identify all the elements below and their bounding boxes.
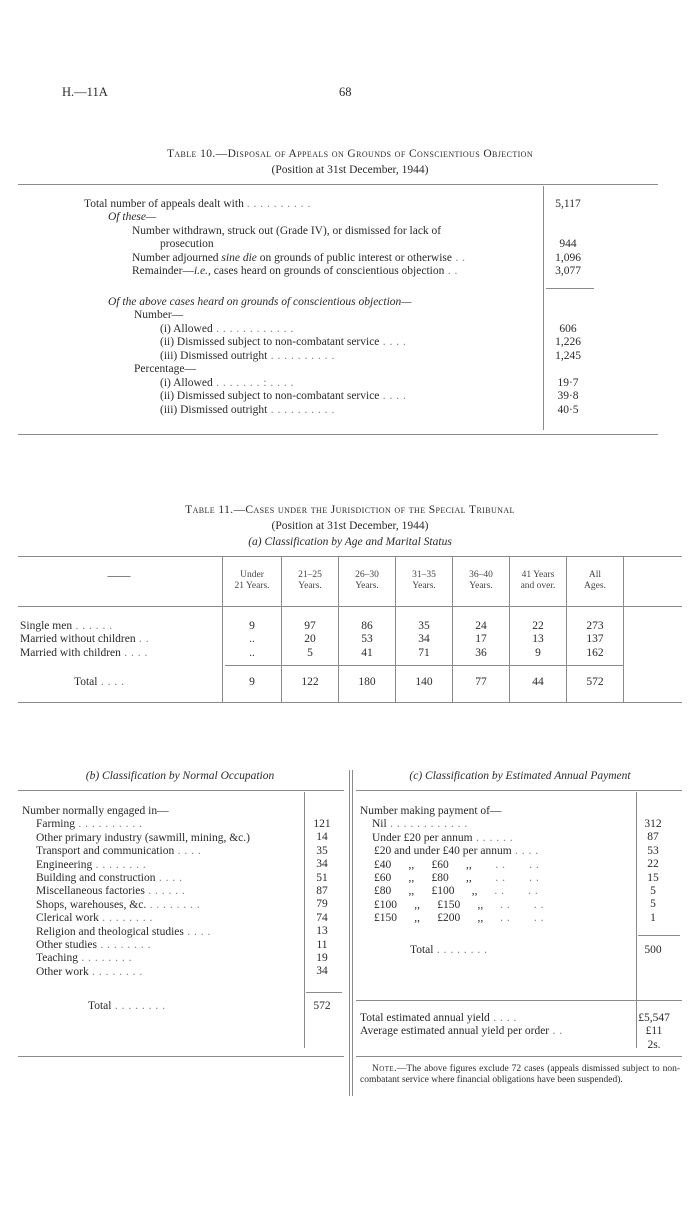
- col-head-all-ages: All Ages.: [584, 570, 606, 591]
- col-under-21-values: [223, 620, 281, 660]
- number-values: [548, 323, 588, 363]
- cell: 19: [316, 951, 328, 964]
- number-label: Number—: [134, 309, 184, 322]
- adjourned-value: 1,096: [555, 251, 581, 264]
- percentage-rows: [160, 377, 538, 417]
- table-11-subtitle: (Position at 31st December, 1944): [271, 520, 429, 532]
- col-26-30-values: [339, 620, 395, 660]
- percentage-heading: [134, 363, 434, 376]
- page-reference: H.—11A: [62, 85, 108, 99]
- number-rows: [160, 323, 538, 363]
- number-allowed-value: 606: [559, 323, 577, 335]
- col-all-ages-values: [567, 620, 623, 660]
- payment-20-40: £20 and under £40 per annum . . . .: [374, 845, 539, 858]
- number-dismissed-service-value: 1,226: [555, 336, 581, 349]
- table-11-bottom-rule: [18, 702, 682, 703]
- table-11-total-rule: [225, 665, 623, 666]
- number-dismissed-service-label: (ii) Dismissed subject to non-combatant service . . . .: [160, 336, 407, 349]
- cell: ..: [249, 646, 255, 659]
- total-21-25: 122: [301, 676, 319, 688]
- payment-100-150: £100 ,, £150 ,, . . . .: [374, 898, 544, 911]
- table-11c-total-value: 500: [644, 944, 662, 956]
- total-41-over: 44: [532, 676, 544, 688]
- remainder-label: Remainder—i.e., cases heard on grounds of conscientious objection . .: [132, 265, 458, 278]
- withdrawn-label-line1: Number withdrawn, struck out (Grade IV), or dismissed for lack of: [132, 224, 442, 237]
- cell: 79: [316, 898, 328, 911]
- payment-150-200: £150 ,, £200 ,, . . . .: [374, 912, 544, 925]
- cell: 15: [647, 871, 659, 884]
- table-11c-total-label: Total . . . . . . . .: [410, 944, 488, 956]
- number-dismissed-outright-label: (iii) Dismissed outright . . . . . . . . . .: [160, 349, 335, 362]
- table-11c-title: (c) Classification by Estimated Annual Payment: [409, 770, 631, 782]
- table-11a-subtitle: (a) Classification by Age and Marital Status: [248, 536, 452, 548]
- cell: 121: [313, 818, 331, 830]
- cell: 11: [316, 938, 328, 951]
- table-11-title: Table 11.—Cases under the Jurisdiction of the Special Tribunal: [185, 504, 515, 516]
- avg-yield-label: Average estimated annual yield per order . .: [360, 1025, 563, 1038]
- cell: 5: [650, 884, 656, 897]
- cell: 9: [249, 620, 255, 632]
- cell: 87: [647, 831, 659, 844]
- percentage-values: [548, 377, 588, 417]
- of-these-label: Of these—: [108, 211, 157, 224]
- cell: 34: [316, 965, 328, 978]
- avg-yield-value: £11 2s.: [645, 1025, 663, 1051]
- table-10-title: Table 10.—Disposal of Appeals on Grounds of Conscientious Objection: [166, 148, 534, 160]
- table-11-stub-head: ——: [107, 570, 131, 582]
- adjourned-label: Number adjourned sine die on grounds of public interest or otherwise . .: [132, 251, 466, 264]
- table-11-top-rule: [18, 556, 682, 557]
- payment-nil: Nil . . . . . . . . . . . .: [372, 818, 468, 831]
- col-head-36-40: 36–40 Years.: [469, 570, 493, 591]
- table-11c-labels: [360, 805, 634, 926]
- percentage-dismissed-outright-label: (iii) Dismissed outright . . . . . . . . . .: [160, 403, 335, 416]
- table-11c-yield-rule: [356, 1000, 682, 1001]
- cell: 9: [535, 646, 541, 659]
- cell: 20: [304, 633, 316, 646]
- percentage-allowed-label: (i) Allowed . . . . . . . : . . . .: [160, 377, 295, 389]
- cell: 22: [532, 620, 544, 632]
- table-11-head-rule: [18, 606, 682, 607]
- table-11b-value-column-rule: [304, 792, 305, 1048]
- col-31-35-values: [396, 620, 452, 660]
- occupation-religion: Religion and theological studies . . . .: [36, 925, 211, 938]
- table-10-value-column-rule: [543, 186, 544, 430]
- table-11b-total-label: Total . . . . . . . .: [88, 1000, 166, 1012]
- percentage-label: Percentage—: [134, 363, 196, 375]
- section-divider-right: [352, 770, 353, 1096]
- table-10-values: [548, 198, 588, 278]
- payment-intro: Number making payment of—: [360, 805, 502, 817]
- total-appeals-value: 5,117: [555, 198, 581, 210]
- payment-40-60: £40 ,, £60 ,, . . . .: [374, 858, 540, 871]
- withdrawn-label-line2: prosecution: [160, 238, 214, 251]
- cell: 87: [316, 884, 328, 897]
- cell: 24: [475, 620, 487, 632]
- table-10-bottom-rule: [18, 434, 658, 435]
- cell: 13: [316, 925, 328, 938]
- cell: 86: [361, 620, 373, 632]
- cell: ..: [249, 633, 255, 646]
- cell: 312: [644, 818, 662, 830]
- cell: 162: [586, 646, 604, 659]
- col-head-31-35: 31–35 Years.: [412, 570, 436, 591]
- table-10-subtitle: (Position at 31st December, 1944): [271, 164, 429, 176]
- occupation-other-primary: Other primary industry (sawmill, mining, &c.): [36, 831, 250, 844]
- total-31-35: 140: [415, 676, 433, 688]
- table-11c-yield-labels: [360, 1012, 634, 1039]
- withdrawn-value: 944: [559, 238, 577, 251]
- remainder-subtotal-rule: [546, 288, 594, 289]
- percentage-dismissed-outright-value: 40·5: [557, 403, 579, 416]
- occupation-engineering: Engineering . . . . . . . .: [36, 858, 147, 871]
- table-11b-total-rule: [306, 992, 342, 993]
- payment-60-80: £60 ,, £80 ,, . . . .: [374, 872, 540, 885]
- cell: 17: [475, 633, 487, 646]
- occupation-teaching: Teaching . . . . . . . .: [36, 952, 132, 965]
- table-11c-top-rule: [356, 790, 682, 791]
- total-26-30: 180: [358, 676, 376, 688]
- cell: 51: [316, 871, 328, 884]
- total-appeals-label: Total number of appeals dealt with . . . . . . . . . .: [84, 198, 311, 210]
- occupation-other-studies: Other studies . . . . . . . .: [36, 939, 152, 952]
- payment-80-100: £80 ,, £100 ,, . . . .: [374, 885, 539, 898]
- cell: 5: [307, 646, 313, 659]
- col-head-21-25: 21–25 Years.: [298, 570, 322, 591]
- number-allowed-label: (i) Allowed . . . . . . . . . . . .: [160, 323, 294, 335]
- cell: 35: [418, 620, 430, 632]
- cell: 137: [586, 633, 604, 646]
- cell: 1: [650, 911, 656, 924]
- heard-cases-labels: [108, 296, 538, 323]
- table-11c-bottom-rule: [356, 1056, 682, 1057]
- percentage-dismissed-service-value: 39·8: [557, 390, 579, 403]
- remainder-value: 3,077: [555, 264, 581, 277]
- total-under-21: 9: [249, 676, 255, 688]
- occupation-shops: Shops, warehouses, &c. . . . . . . . .: [36, 898, 201, 911]
- col-head-41-over: 41 Years and over.: [520, 570, 556, 591]
- cell: 273: [586, 620, 604, 632]
- yield-value: £5,547: [638, 1012, 670, 1024]
- yield-label: Total estimated annual yield . . . .: [360, 1012, 517, 1024]
- table-11b-total-value: 572: [313, 1000, 331, 1012]
- table-11-total-label: Total . . . .: [74, 676, 125, 688]
- total-all-ages: 572: [586, 676, 604, 688]
- table-10-top-rule: [18, 184, 658, 185]
- table-11c-value-column-rule: [636, 792, 637, 1048]
- col-41-over-values: [510, 620, 566, 660]
- table-11b-values: [306, 818, 338, 979]
- cell: 71: [418, 646, 430, 659]
- table-11b-bottom-rule: [18, 1056, 344, 1057]
- table-11c-total-rule: [638, 935, 680, 936]
- occupation-building: Building and construction . . . .: [36, 872, 183, 885]
- table-11b-top-rule: [18, 790, 344, 791]
- cell: 5: [650, 898, 656, 911]
- table-11c-values: [638, 818, 668, 925]
- table-11c-note: Note.—The above figures exclude 72 cases (appeals dismissed subject to non-combatant service where financial obligations have been suspended).: [360, 1064, 680, 1085]
- row-label-single-men: Single men . . . . . .: [20, 620, 113, 632]
- occupation-intro: Number normally engaged in—: [22, 805, 169, 817]
- cell: 34: [418, 633, 430, 646]
- cell: 22: [647, 858, 659, 871]
- col-36-40-values: [453, 620, 509, 660]
- occupation-other-work: Other work . . . . . . . .: [36, 965, 143, 978]
- total-36-40: 77: [475, 676, 487, 688]
- page-number: 68: [339, 85, 352, 99]
- cell: 53: [647, 844, 659, 857]
- cell: 74: [316, 911, 328, 924]
- cell: 34: [316, 858, 328, 871]
- table-10-labels: [84, 198, 539, 278]
- col-head-under-21: Under 21 Years.: [234, 570, 270, 591]
- cell: 14: [316, 831, 328, 844]
- cell: 53: [361, 633, 373, 646]
- cell: 36: [475, 646, 487, 659]
- col-21-25-values: [282, 620, 338, 660]
- cell: 13: [532, 633, 544, 646]
- table-11b-labels: [22, 805, 302, 979]
- col-head-26-30: 26–30 Years.: [355, 570, 379, 591]
- col-rule-8: [623, 556, 624, 702]
- cell: 97: [304, 620, 316, 632]
- occupation-misc-factories: Miscellaneous factories . . . . . .: [36, 885, 186, 898]
- heard-cases-heading: Of the above cases heard on grounds of conscientious objection—: [108, 296, 412, 308]
- table-11b-title: (b) Classification by Normal Occupation: [85, 770, 275, 782]
- occupation-clerical: Clerical work . . . . . . . .: [36, 912, 153, 925]
- table-11c-yield-values: [638, 1012, 670, 1051]
- occupation-transport: Transport and communication . . . .: [36, 845, 202, 858]
- percentage-dismissed-service-label: (ii) Dismissed subject to non-combatant service . . . .: [160, 390, 407, 403]
- row-label-married-without: Married without children . .: [20, 633, 150, 646]
- percentage-allowed-value: 19·7: [557, 377, 579, 389]
- occupation-farming: Farming . . . . . . . . . .: [36, 818, 143, 831]
- table-11-row-labels: [20, 620, 220, 660]
- section-divider-left: [349, 770, 350, 1096]
- cell: 41: [361, 646, 373, 659]
- cell: 35: [316, 844, 328, 857]
- payment-under-20: Under £20 per annum . . . . . .: [372, 831, 514, 844]
- row-label-married-with: Married with children . . . .: [20, 646, 148, 659]
- number-dismissed-outright-value: 1,245: [555, 349, 581, 362]
